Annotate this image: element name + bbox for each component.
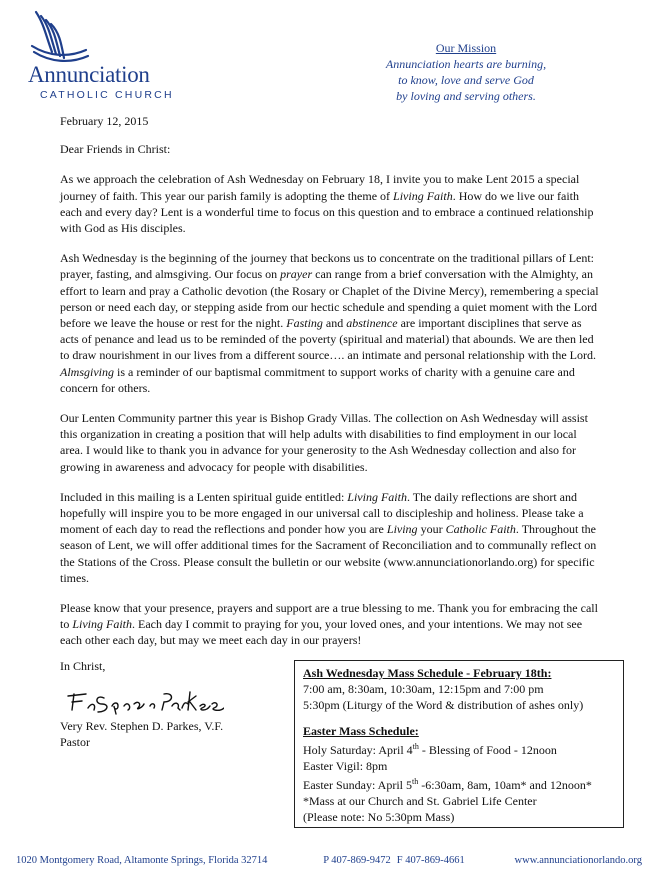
closing-text: In Christ,: [60, 659, 106, 673]
signer-name: Very Rev. Stephen D. Parkes, V.F.: [60, 719, 224, 733]
mission-line: by loving and serving others.: [396, 89, 536, 103]
church-logo: [10, 10, 185, 100]
mission-line: to know, love and serve God: [398, 73, 534, 87]
paragraph-1: As we approach the celebration of Ash Wednesday on February 18, I invite you to make Lent 2015 a special journey of faith. This year our parish family is adopting the theme of Living Faith. How do we live our faith each and every day? Lent is a wonderful time to focus on this question and to embrace a continued relationship with God as His disciples.: [60, 172, 594, 236]
paragraph-5: Please know that your presence, prayers and support are a true blessing to me. Thank you for embracing the call to Living Faith. Each day I commit to praying for you, your loved ones, and your intentions. We may not see each other each day, but may we meet each day in our prayers!: [60, 601, 598, 648]
paragraph-3: Our Lenten Community partner this year is Bishop Grady Villas. The collection on Ash Wednesday will assist this organization in creating a position that will help adults with disabilities to find employment in our local area. I would like to thank you in advance for your generosity to the Ash Wednesday collection and also for growing in awareness and advocacy for people with disabilities.: [60, 411, 588, 474]
easter-heading: Easter Mass Schedule:: [303, 724, 419, 738]
footer-phone: P 407-869-9472: [323, 855, 391, 866]
footer-website[interactable]: www.annunciationorlando.org: [514, 855, 642, 866]
signer-title: Pastor: [60, 735, 90, 749]
schedule-note: (Please note: No 5:30pm Mass): [303, 810, 455, 824]
letter-body: [60, 113, 600, 663]
schedule-line: 5:30pm (Liturgy of the Word & distribution of ashes only): [303, 698, 584, 712]
footer: [16, 855, 642, 866]
logo-name: Annunciation: [28, 62, 150, 87]
mass-schedule-box: [294, 660, 624, 828]
signature-image: [64, 688, 224, 716]
paragraph-2: Ash Wednesday is the beginning of the journey that beckons us to concentrate on the traditional pillars of Lent: prayer, fasting, and almsgiving. Our focus on prayer can range from a brief conversation with the Almighty, an effort to learn and pray a Catholic devotion (the Rosary or Chaplet of the Divine Mercy), remembering a special person or need each day, or stepping aside from our hectic schedule and spending a quiet moment with the Lord before we leave the house or rest for the night. Fasting and abstinence are important disciplines that serve as acts of penance and lead us to be reminded of the poverty (spiritual and material) that abounds. We are then led to draw nourishment in our lives from a different source…. an intimate and personal relationship with the Lord. Almsgiving is a reminder of our baptismal commitment to support works of charity with a genuine care and concern for others.: [60, 251, 599, 395]
website-link[interactable]: www.annunciationorlando.org: [387, 554, 534, 569]
schedule-line: Easter Vigil: 8pm: [303, 759, 388, 773]
footer-address: 1020 Montgomery Road, Altamonte Springs, Florida 32714: [16, 855, 268, 866]
logo-subtitle: CATHOLIC CHURCH: [40, 89, 174, 101]
letter-date: February 12, 2015: [60, 114, 149, 128]
dove-icon: [30, 10, 90, 68]
letter-closing: [60, 658, 280, 750]
ash-wednesday-heading: Ash Wednesday Mass Schedule - February 18th:: [303, 666, 552, 680]
mission-statement: [346, 40, 586, 104]
schedule-line: Easter Sunday: April 5th -6:30am, 8am, 10am* and 12noon*: [303, 777, 592, 792]
schedule-line: Holy Saturday: April 4th - Blessing of Food - 12noon: [303, 742, 557, 757]
footer-fax: F 407-869-4661: [396, 855, 465, 866]
schedule-note: *Mass at our Church and St. Gabriel Life Center: [303, 794, 537, 808]
mission-heading: Our Mission: [435, 41, 497, 55]
schedule-line: 7:00 am, 8:30am, 10:30am, 12:15pm and 7:00 pm: [303, 682, 544, 696]
mission-line: Annunciation hearts are burning,: [385, 57, 547, 71]
paragraph-4: Included in this mailing is a Lenten spiritual guide entitled: Living Faith. The daily reflections are short and hopefully will inspire you to be more engaged in our universal call to discipleship and holiness. Please take a moment of each day to read the reflections and ponder how you are Living your Catholic Faith. Throughout the season of Lent, we will offer additional times for the Sacrament of Reconciliation and to communally reflect on the Stations of the Cross. Please consult the bulletin or our website (www.annunciationorlando.org) for specific times.: [60, 489, 597, 585]
salutation: Dear Friends in Christ:: [60, 142, 171, 157]
footer-contact: [317, 855, 465, 866]
